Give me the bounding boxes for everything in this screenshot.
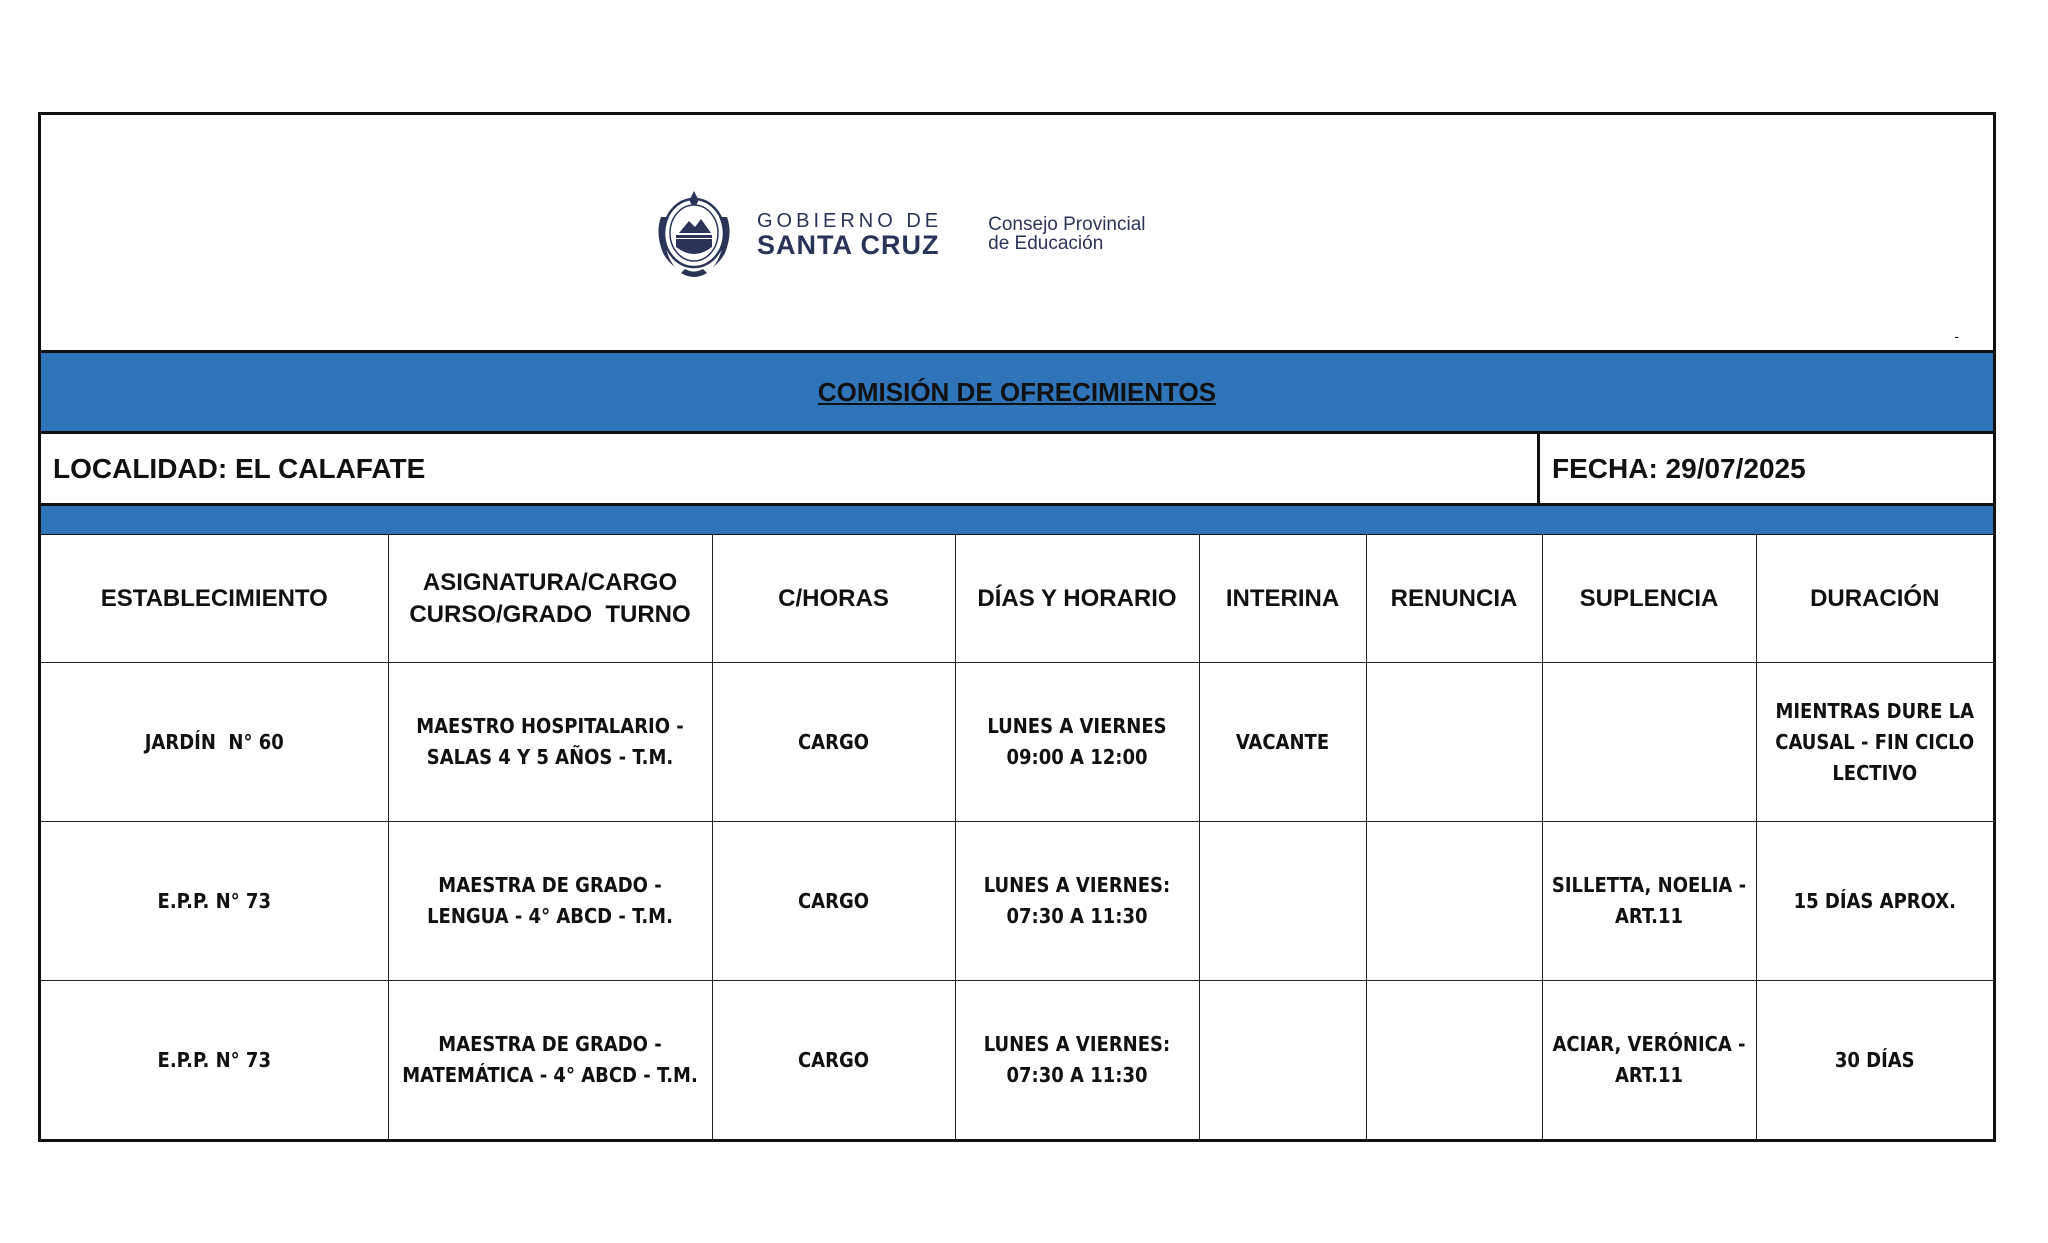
header-duracion: DURACIÓN [1756, 535, 1993, 663]
council-line2: de Educación [988, 233, 1104, 254]
header-dias: DÍAS Y HORARIO [955, 535, 1199, 663]
corner-mark: - [1954, 328, 1959, 344]
cell-duracion: 15 DÍAS APROX. [1756, 822, 1993, 981]
government-logo [651, 187, 1146, 281]
cell-duracion: 30 DÍAS [1756, 981, 1993, 1140]
title-band [41, 353, 1993, 434]
council-line1: Consejo Provincial [988, 214, 1146, 235]
cell-establecimiento: E.P.P. N° 73 [41, 981, 388, 1140]
header-choras: C/HORAS [712, 535, 955, 663]
cell-dias: LUNES A VIERNES: 07:30 A 11:30 [955, 822, 1199, 981]
gov-line2: SANTA CRUZ [757, 230, 940, 260]
cell-interina [1199, 981, 1366, 1140]
localidad: LOCALIDAD: EL CALAFATE [41, 434, 1540, 503]
cell-dias: LUNES A VIERNES: 07:30 A 11:30 [955, 981, 1199, 1140]
info-row [41, 434, 1993, 506]
table-row [41, 822, 1993, 981]
cell-suplencia: ACIAR, VERÓNICA - ART.11 [1542, 981, 1756, 1140]
provincial-seal-icon [651, 187, 737, 281]
table-header-row [41, 535, 1993, 663]
cell-establecimiento: E.P.P. N° 73 [41, 822, 388, 981]
cell-choras: CARGO [712, 663, 955, 822]
cell-suplencia [1542, 663, 1756, 822]
header-interina: INTERINA [1199, 535, 1366, 663]
header-asignatura-line1: ASIGNATURA/CARGO [422, 568, 678, 596]
header-establecimiento: ESTABLECIMIENTO [41, 535, 388, 663]
cell-asignatura: MAESTRO HOSPITALARIO - SALAS 4 Y 5 AÑOS - T.M. [388, 663, 712, 822]
cell-duracion: MIENTRAS DURE LA CAUSAL - FIN CICLO LECTIVO [1756, 663, 1993, 822]
cell-interina [1199, 822, 1366, 981]
header-asignatura [388, 535, 712, 663]
separator-band [41, 506, 1993, 535]
gov-line1: GOBIERNO DE [757, 210, 943, 232]
cell-choras: CARGO [712, 981, 955, 1140]
cell-dias: LUNES A VIERNES 09:00 A 12:00 [955, 663, 1199, 822]
letterhead [41, 115, 1993, 353]
cell-suplencia: SILLETTA, NOELIA - ART.11 [1542, 822, 1756, 981]
cell-renuncia [1366, 981, 1542, 1140]
offers-table [41, 535, 1993, 1139]
header-renuncia: RENUNCIA [1366, 535, 1542, 663]
cell-asignatura: MAESTRA DE GRADO - LENGUA - 4° ABCD - T.M. [388, 822, 712, 981]
cell-asignatura: MAESTRA DE GRADO - MATEMÁTICA - 4° ABCD - T.M. [388, 981, 712, 1140]
cell-choras: CARGO [712, 822, 955, 981]
cell-renuncia [1366, 822, 1542, 981]
document-title: COMISIÓN DE OFRECIMIENTOS [817, 376, 1217, 407]
header-asignatura-line2: CURSO/GRADO TURNO [409, 600, 691, 628]
header-suplencia: SUPLENCIA [1542, 535, 1756, 663]
fecha: FECHA: 29/07/2025 [1552, 452, 1806, 484]
table-row [41, 981, 1993, 1140]
document-frame [38, 112, 1996, 1142]
cell-establecimiento: JARDÍN N° 60 [41, 663, 388, 822]
table-row [41, 663, 1993, 822]
cell-renuncia [1366, 663, 1542, 822]
cell-interina: VACANTE [1199, 663, 1366, 822]
